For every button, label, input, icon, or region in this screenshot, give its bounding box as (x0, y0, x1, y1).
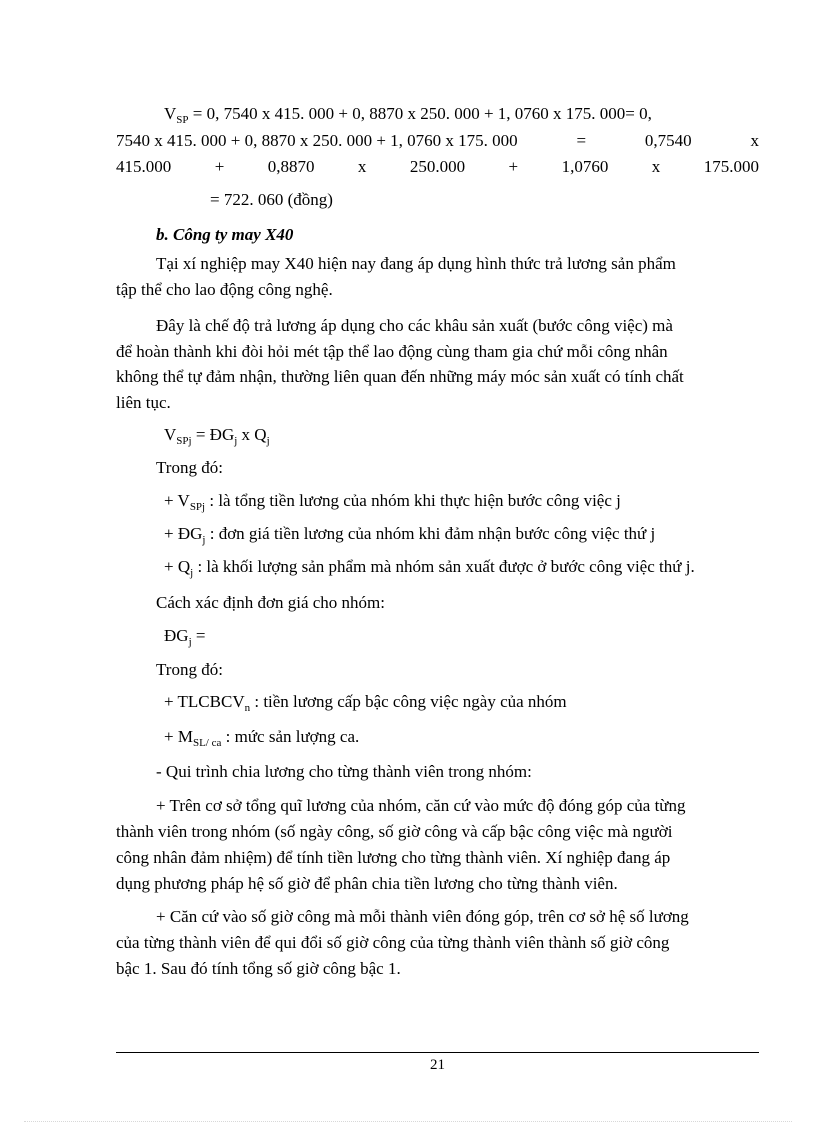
formula-vsp-line3: 415.000 + 0,8870 x 250.000 + 1,0760 x 175.000 (116, 157, 759, 176)
para1-line2: tập thể cho lao động công nghệ. (116, 280, 333, 299)
process-para1-line4: dụng phương pháp hệ số giờ để phân chia tiền lương cho từng thành viên. (116, 874, 618, 893)
formula-vspj: $V_{SPj}$ = $ĐG_j$ x $Q_j$ (164, 425, 270, 447)
footer-rule (116, 1052, 759, 1053)
process-para1-line1: + Trên cơ sở tổng quĩ lương của nhóm, căn cứ vào mức độ đóng góp của từng (156, 796, 686, 815)
process-para1-line3: công nhân đảm nhiệm) để tính tiền lương cho từng thành viên. Xí nghiệp đang áp (116, 848, 671, 867)
where2-item2: + $M_{SL/ ca}$ : mức sản lượng ca. (164, 727, 360, 749)
section-heading: b. Công ty may X40 (156, 225, 294, 244)
where-label-2: Trong đó: (156, 660, 223, 679)
process-para2-line1: + Căn cứ vào số giờ công mà mỗi thành viên đóng góp, trên cơ sở hệ số lương (156, 907, 689, 926)
process-para2-line3: bậc 1. Sau đó tính tổng số giờ công bậc 1. (116, 959, 401, 978)
process-para1-line2: thành viên trong nhóm (số ngày công, số giờ công và cấp bậc công việc mà người (116, 822, 673, 841)
page-number: 21 (430, 1057, 445, 1073)
page-bottom-edge (24, 1121, 792, 1122)
where1-item3: + $Q_j$ : là khối lượng sản phẩm mà nhóm sản xuất được ở bước công việc thứ j. (164, 557, 695, 579)
process-heading: - Qui trình chia lương cho từng thành viên trong nhóm: (156, 762, 532, 781)
unit-price-formula: $ĐG_j$ = (164, 626, 206, 648)
process-para2-line2: của từng thành viên để qui đổi số giờ công của từng thành viên thành số giờ công (116, 933, 670, 952)
formula-vsp-line2: 7540 x 415. 000 + 0, 8870 x 250. 000 + 1, 0760 x 175. 000 = 0,7540 x (116, 131, 759, 150)
formula-vsp-line1: $V_{SP} = 0$, 7540 x 415. 000 + 0, 8870 x 250. 000 + 1, 0760 x 175. 000= 0, (164, 104, 652, 126)
where2-item1: + $TLCBCV_n$ : tiền lương cấp bậc công việc ngày của nhóm (164, 692, 567, 714)
para2-line3: không thể tự đảm nhận, thường liên quan đến những máy móc sản xuất có tính chất (116, 367, 684, 386)
where-label-1: Trong đó: (156, 458, 223, 477)
para2-line2: để hoàn thành khi đòi hỏi mét tập thể lao động cùng tham gia chứ mỗi công nhân (116, 342, 668, 361)
where1-item2: + $ĐG_j$ : đơn giá tiền lương của nhóm khi đảm nhận bước công việc thứ j (164, 524, 656, 546)
para2-line1: Đây là chế độ trả lương áp dụng cho các khâu sản xuất (bước công việc) mà (156, 316, 673, 335)
unit-price-label: Cách xác định đơn giá cho nhóm: (156, 593, 385, 612)
para2-line4: liên tục. (116, 393, 171, 412)
formula-vsp-result: = 722. 060 (đồng) (210, 190, 333, 209)
where1-item1: + $V_{SPj}$ : là tổng tiền lương của nhóm khi thực hiện bước công việc j (164, 491, 621, 513)
para1-line1: Tại xí nghiệp may X40 hiện nay đang áp dụng hình thức trả lương sản phẩm (156, 254, 676, 273)
